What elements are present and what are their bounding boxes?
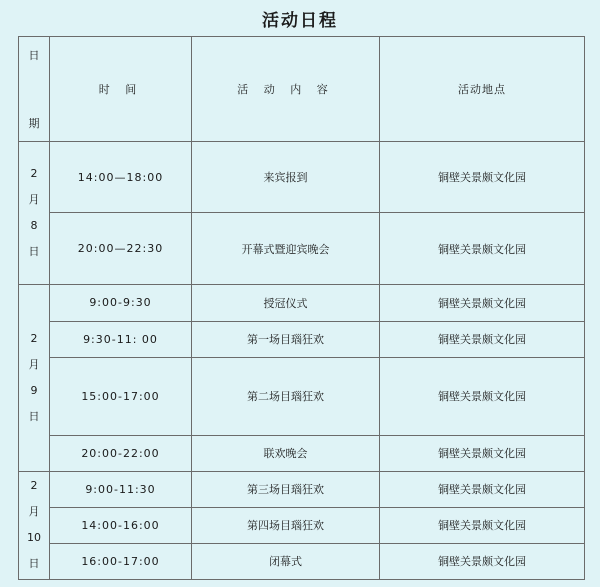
date-char: 2	[30, 167, 38, 181]
venue-cell: 铜壁关景颇文化园	[380, 471, 585, 507]
content-cell: 来宾报到	[192, 142, 380, 213]
content-cell: 第一场目瑙狂欢	[192, 321, 380, 357]
date-char: 9	[30, 384, 38, 398]
table-row	[19, 507, 585, 543]
venue-cell: 铜壁关景颇文化园	[380, 213, 585, 285]
time-cell: 9:30-11: 00	[50, 321, 192, 357]
header-venue: 活动地点	[380, 37, 585, 142]
header-content: 活 动 内 容	[192, 37, 380, 142]
venue-cell: 铜壁关景颇文化园	[380, 543, 585, 579]
date-cell-day-3	[19, 471, 50, 579]
schedule-table	[18, 36, 585, 580]
time-cell: 16:00-17:00	[50, 543, 192, 579]
content-cell: 开幕式暨迎宾晚会	[192, 213, 380, 285]
table-row	[19, 543, 585, 579]
date-char: 日	[28, 557, 40, 571]
content-cell: 联欢晚会	[192, 435, 380, 471]
content-cell: 授冠仪式	[192, 285, 380, 321]
content-cell: 第四场目瑙狂欢	[192, 507, 380, 543]
time-cell: 9:00-9:30	[50, 285, 192, 321]
date-char: 日	[28, 410, 40, 424]
page-title: 活动日程	[262, 11, 338, 31]
header-date-bottom: 期	[28, 117, 40, 131]
time-cell: 20:00-22:00	[50, 435, 192, 471]
date-cell-day-1	[19, 142, 50, 285]
table-row	[19, 285, 585, 321]
venue-cell: 铜壁关景颇文化园	[380, 142, 585, 213]
header-date-top: 日	[28, 49, 40, 63]
time-cell: 15:00-17:00	[50, 357, 192, 435]
venue-cell: 铜壁关景颇文化园	[380, 357, 585, 435]
date-cell-day-2	[19, 285, 50, 471]
date-char: 日	[28, 245, 40, 259]
venue-cell: 铜壁关景颇文化园	[380, 321, 585, 357]
venue-cell: 铜壁关景颇文化园	[380, 285, 585, 321]
content-cell: 闭幕式	[192, 543, 380, 579]
content-cell: 第二场目瑙狂欢	[192, 357, 380, 435]
venue-cell: 铜壁关景颇文化园	[380, 507, 585, 543]
time-cell: 14:00—18:00	[50, 142, 192, 213]
date-char: 2	[30, 479, 38, 493]
header-date	[19, 37, 50, 142]
table-row	[19, 321, 585, 357]
time-cell: 20:00—22:30	[50, 213, 192, 285]
time-cell: 9:00-11:30	[50, 471, 192, 507]
table-row	[19, 213, 585, 285]
date-char: 月	[28, 505, 40, 519]
venue-cell: 铜壁关景颇文化园	[380, 435, 585, 471]
time-cell: 14:00-16:00	[50, 507, 192, 543]
table-row	[19, 142, 585, 213]
header-row	[19, 37, 585, 142]
table-row	[19, 435, 585, 471]
content-cell: 第三场目瑙狂欢	[192, 471, 380, 507]
date-char: 8	[30, 219, 38, 233]
date-char: 月	[28, 193, 40, 207]
header-time: 时 间	[50, 37, 192, 142]
date-char: 10	[27, 531, 41, 545]
table-row	[19, 357, 585, 435]
date-char: 月	[28, 358, 40, 372]
date-char: 2	[30, 332, 38, 346]
table-row	[19, 471, 585, 507]
